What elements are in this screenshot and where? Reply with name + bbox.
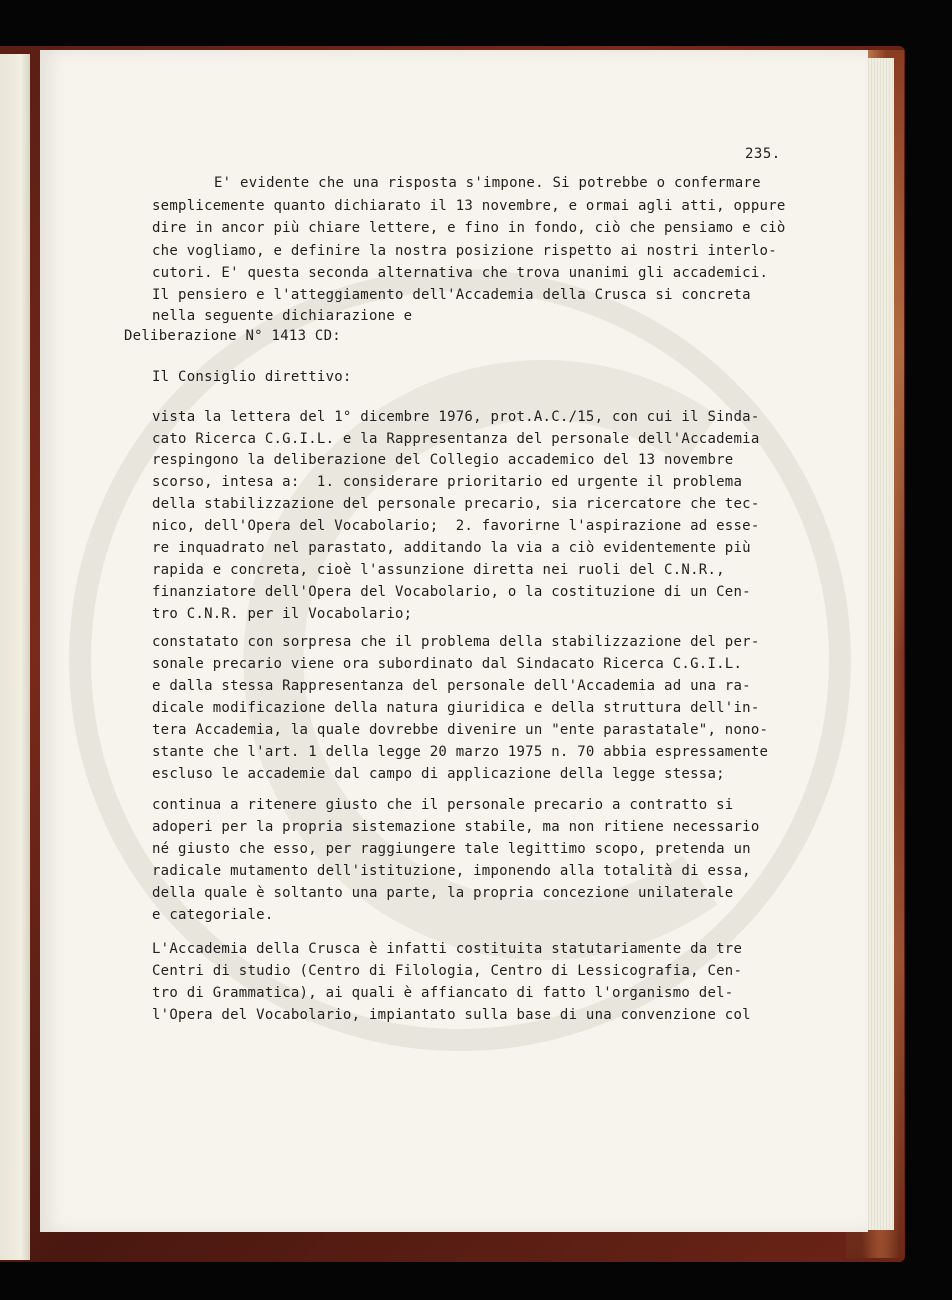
text-line: vista la lettera del 1° dicembre 1976, prot.A.C./15, con cui il Sinda- [152, 409, 760, 425]
text-line: né giusto che esso, per raggiungere tale legittimo scopo, pretenda un [152, 841, 751, 857]
left-page-edge [0, 54, 30, 1260]
text-line: scorso, intesa a: 1. considerare prioritario ed urgente il problema [152, 474, 743, 490]
text-line: radicale mutamento dell'istituzione, imponendo alla totalità di essa, [152, 863, 751, 879]
text-line: nico, dell'Opera del Vocabolario; 2. favorirne l'aspirazione ad esse- [152, 518, 760, 534]
text-line: respingono la deliberazione del Collegio accademico del 13 novembre [152, 452, 734, 468]
text-line: escluso le accademie dal campo di applicazione della legge stessa; [152, 766, 725, 782]
text-line: sonale precario viene ora subordinato dal Sindacato Ricerca C.G.I.L. [152, 656, 743, 672]
text-line: nella seguente dichiarazione e [152, 308, 413, 324]
text-line: Deliberazione N° 1413 CD: [124, 328, 341, 344]
text-line: tera Accademia, la quale dovrebbe divenire un "ente parastatale", nono- [152, 722, 769, 738]
text-line: continua a ritenere giusto che il personale precario a contratto si [152, 797, 734, 813]
text-line: dire in ancor più chiare lettere, e fino in fondo, ciò che pensiamo e ciò [152, 220, 786, 236]
page-number: 235. [745, 146, 781, 162]
text-line: cato Ricerca C.G.I.L. e la Rappresentanza del personale dell'Accademia [152, 431, 760, 447]
text-line: tro di Grammatica), ai quali è affiancato di fatto l'organismo del- [152, 985, 734, 1001]
text-line: E' evidente che una risposta s'impone. Si potrebbe o confermare [214, 175, 761, 191]
text-line: rapida e concreta, cioè l'assunzione diretta nei ruoli del C.N.R., [152, 562, 725, 578]
text-line: l'Opera del Vocabolario, impiantato sulla base di una convenzione col [152, 1007, 751, 1023]
text-line: e categoriale. [152, 907, 274, 923]
text-line: della quale è soltanto una parte, la propria concezione unilaterale [152, 885, 734, 901]
text-line: adoperi per la propria sistemazione stabile, ma non ritiene necessario [152, 819, 760, 835]
text-line: re inquadrato nel parastato, additando la via a ciò evidentemente più [152, 540, 751, 556]
text-line: della stabilizzazione del personale precario, sia ricercatore che tec- [152, 496, 760, 512]
text-line: semplicemente quanto dichiarato il 13 novembre, e ormai agli atti, oppure [152, 198, 786, 214]
text-line: stante che l'art. 1 della legge 20 marzo 1975 n. 70 abbia espressamente [152, 744, 769, 760]
text-line: finanziatore dell'Opera del Vocabolario, o la costituzione di un Cen- [152, 584, 751, 600]
text-line: constatato con sorpresa che il problema della stabilizzazione del per- [152, 634, 760, 650]
text-line: L'Accademia della Crusca è infatti costituita statutariamente da tre [152, 941, 743, 957]
text-line: e dalla stessa Rappresentanza del personale dell'Accademia ad una ra- [152, 678, 751, 694]
text-line: Il Consiglio direttivo: [152, 369, 352, 385]
text-line: cutori. E' questa seconda alternativa che trova unanimi gli accademici. [152, 265, 769, 281]
text-line: tro C.N.R. per il Vocabolario; [152, 606, 413, 622]
text-line: Il pensiero e l'atteggiamento dell'Accademia della Crusca si concreta [152, 287, 751, 303]
text-line: che vogliamo, e definire la nostra posizione rispetto ai nostri interlo- [152, 243, 777, 259]
text-line: Centri di studio (Centro di Filologia, Centro di Lessicografia, Cen- [152, 963, 743, 979]
text-line: dicale modificazione della natura giuridica e della struttura dell'in- [152, 700, 760, 716]
